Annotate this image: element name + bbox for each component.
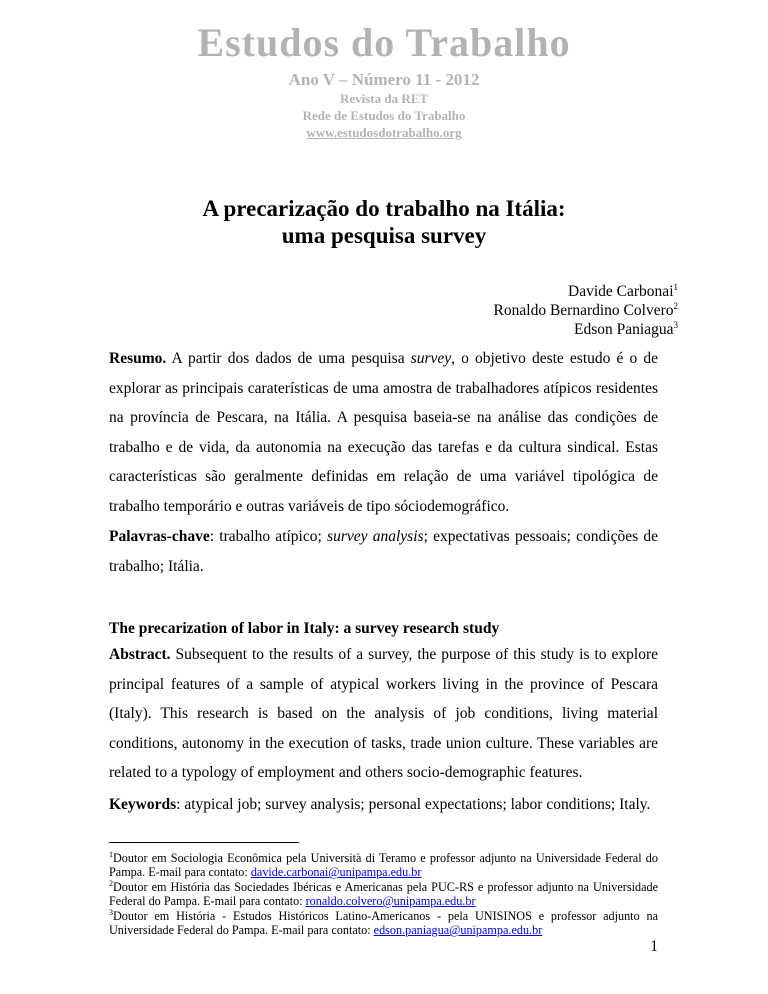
article-title <box>0 195 768 249</box>
resumo-text-b: , o objetivo deste estudo é o de explorar as principais caraterísticas de uma amostra de trabalhadores atípicos residentes na província de Pescara, na Itália. A pesquisa baseia-se na análise das condições de trabalho e de vida, da autonomia na execução das tarefas e da cultura sindical. Estas características são geralmente definidas em relação de uma variável tipológica de trabalho temporário e outras variáveis de tipo sóciodemográfico. <box>109 350 659 515</box>
footnote-marker: 3 <box>673 319 678 330</box>
footnote-number: 2 <box>109 878 113 888</box>
page-number: 1 <box>650 938 658 955</box>
footnote <box>109 880 658 908</box>
article-title-line-2: uma pesquisa survey <box>281 223 487 248</box>
journal-subtitle: Revista da RET <box>339 91 429 106</box>
abstract-paragraph <box>109 640 658 788</box>
keywords-pt-text-a: : trabalho atípico; <box>209 528 328 545</box>
resumo-paragraph <box>109 344 658 521</box>
author-name: Ronaldo Bernardino Colvero <box>493 302 674 319</box>
journal-title: Estudos do Trabalho <box>197 20 571 65</box>
resumo-text-a: A partir dos dados de uma pesquisa <box>171 350 411 367</box>
resumo-text-italic: survey <box>410 350 452 367</box>
author <box>494 320 678 339</box>
keywords-pt-paragraph <box>109 522 658 581</box>
resumo-label: Resumo. <box>109 350 167 367</box>
author <box>494 282 678 301</box>
abstract-label: Abstract. <box>109 646 171 663</box>
footnote-text: Doutor em História - Estudos Históricos Latino-Americanos - pela UNISINOS e professor adjunto na Universidade Federal do Pampa. E-mail para contato: <box>109 909 658 937</box>
author-name: Edson Paniagua <box>574 321 674 338</box>
journal-masthead <box>0 20 768 141</box>
keywords-pt-text-italic: survey analysis <box>327 528 424 545</box>
footnote-number: 1 <box>109 849 113 859</box>
footnote-marker: 2 <box>673 300 678 311</box>
footnote <box>109 851 658 879</box>
footnote-text: Doutor em Sociologia Econômica pela Università di Teramo e professor adjunto na Universidade Federal do Pampa. E-mail para contato: <box>109 851 658 879</box>
footnote-separator <box>109 842 299 843</box>
footnote-text: Doutor em História das Sociedades Ibéricas e Americanas pela PUC-RS e professor adjunto na Universidade Federal do Pampa. E-mail para contato: <box>109 880 658 908</box>
journal-website-link[interactable]: www.estudosdotrabalho.org <box>306 125 462 140</box>
footnote <box>109 909 658 937</box>
author <box>494 301 678 320</box>
network-name: Rede de Estudos do Trabalho <box>302 108 466 123</box>
footnote-marker: 1 <box>673 281 678 292</box>
english-title: The precarization of labor in Italy: a survey research study <box>109 620 500 637</box>
keywords-en-label: Keywords <box>109 796 177 813</box>
footnote-email-link[interactable]: ronaldo.colvero@unipampa.edu.br <box>305 894 476 908</box>
footnote-email-link[interactable]: edson.paniagua@unipampa.edu.br <box>373 923 543 937</box>
article-title-line-1: A precarização do trabalho na Itália: <box>202 196 566 221</box>
keywords-en-paragraph <box>109 790 658 820</box>
abstract-text: Subsequent to the results of a survey, the purpose of this study is to explore principal features of a sample of atypical workers living in the province of Pescara (Italy). This research is based on the analysis of job conditions, living material conditions, autonomy in the execution of tasks, trade union culture. These variables are related to a typology of employment and others socio-demographic features. <box>109 646 659 781</box>
keywords-en-text: : atypical job; survey analysis; personal expectations; labor conditions; Italy. <box>176 796 651 813</box>
footnotes <box>109 851 658 938</box>
footnote-number: 3 <box>109 907 113 917</box>
issue-info: Ano V – Número 11 - 2012 <box>288 70 480 89</box>
footnote-email-link[interactable]: davide.carbonai@unipampa.edu.br <box>250 865 422 879</box>
author-name: Davide Carbonai <box>568 283 674 300</box>
keywords-pt-text-b: ; expectativas pessoais; condições de trabalho; Itália. <box>109 528 659 575</box>
author-list <box>494 282 678 339</box>
keywords-pt-label: Palavras-chave <box>109 528 210 545</box>
